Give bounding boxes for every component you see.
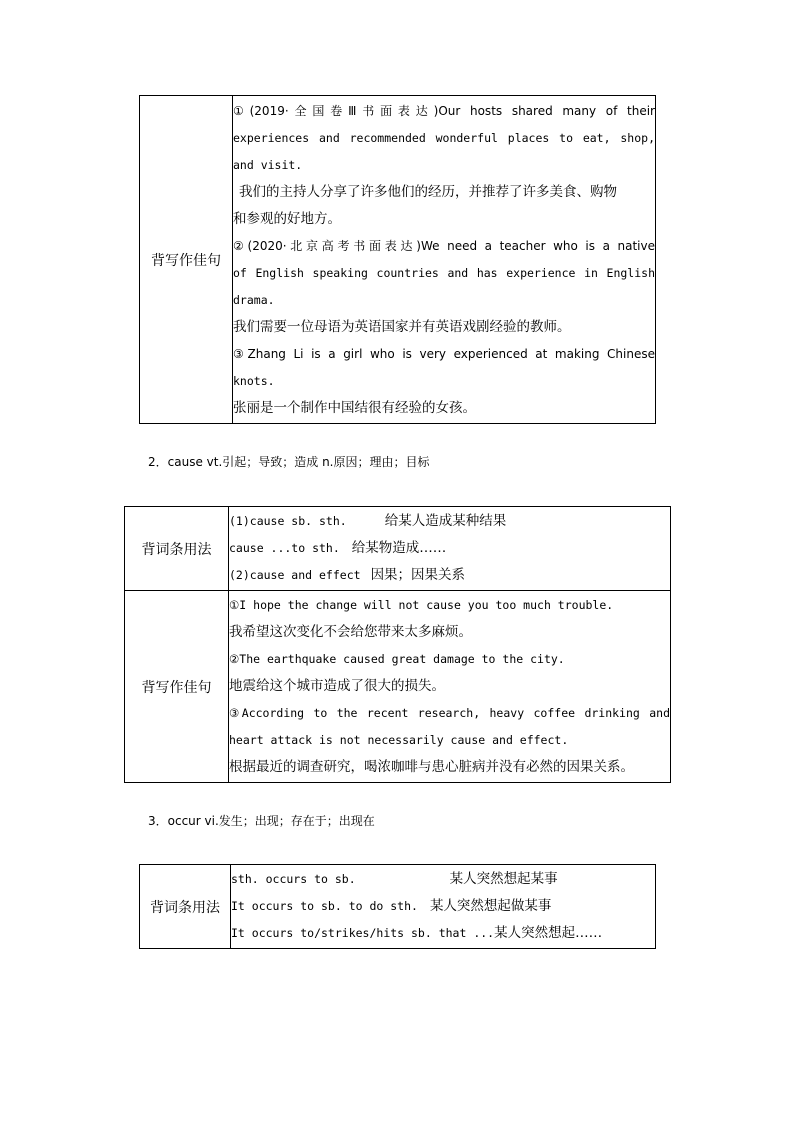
example-line: of English speaking countries and has experience in English — [233, 265, 655, 280]
example-translation: 张丽是一个制作中国结很有经验的女孩。 — [233, 399, 476, 416]
usage-line — [229, 535, 670, 562]
usage-line — [229, 508, 670, 535]
example-line: ②(2020·北京高考书面表达)We need a teacher who is a native — [233, 238, 655, 253]
usage-zh: 某人突然想起某事 — [449, 871, 558, 887]
example-line: ③According to the recent research, heavy coffee drinking and — [229, 706, 670, 720]
example-sentences — [229, 591, 671, 783]
vocab-table-cause — [124, 506, 671, 783]
usage-en: sth. occurs to sb. — [231, 872, 356, 886]
usage-zh: 给某人造成某种结果 — [384, 513, 507, 529]
vocab-heading-cause: 2．cause vt.引起；导致；造成 n.原因；理由；目标 — [148, 455, 430, 469]
usage-en: It occurs to/strikes/hits sb. that ... — [231, 926, 495, 940]
example-line: ①I hope the change will not cause you too much trouble. — [229, 598, 614, 612]
usage-list — [231, 865, 656, 949]
vocab-heading-occur: 3．occur vi.发生；出现；存在于；出现在 — [148, 814, 375, 828]
usage-list — [229, 507, 671, 591]
example-translation: 我们需要一位母语为英语国家并有英语戏剧经验的教师。 — [233, 318, 571, 335]
example-line: ①(2019·全国卷Ⅲ书面表达)Our hosts shared many of their — [233, 103, 655, 118]
usage-en: (2)cause and effect — [229, 568, 361, 582]
example-translation: 地震给这个城市造成了很大的损失。 — [229, 678, 445, 694]
usage-label: 背词条用法 — [125, 507, 229, 591]
example-translation: 我希望这次变化不会给您带来太多麻烦。 — [229, 624, 472, 640]
usage-zh: 某人突然想起做某事 — [429, 898, 552, 914]
example-translation: 根据最近的调查研究，喝浓咖啡与患心脏病并没有必然的因果关系。 — [229, 759, 634, 775]
usage-en: cause ...to sth. — [229, 541, 340, 555]
example-line: ③Zhang Li is a girl who is very experienced at making Chinese — [233, 346, 655, 361]
vocab-table-occur — [139, 864, 656, 949]
usage-label: 背词条用法 — [140, 865, 231, 949]
usage-line — [229, 562, 670, 589]
usage-line — [231, 866, 655, 893]
usage-zh: 给某物造成…… — [351, 540, 447, 556]
example-translation: 我们的主持人分享了许多他们的经历，并推荐了许多美食、购物 — [239, 183, 617, 200]
usage-zh: 某人突然想起…… — [494, 925, 603, 941]
examples-label: 背写作佳句 — [125, 591, 229, 783]
example-line: experiences and recommended wonderful places to eat, shop, — [233, 130, 655, 145]
usage-en: It occurs to sb. to do sth. — [231, 899, 418, 913]
example-line: drama. — [233, 292, 275, 307]
example-table-1 — [139, 95, 656, 424]
example-line: knots. — [233, 373, 275, 388]
example-line: heart attack is not necessarily cause and effect. — [229, 733, 569, 747]
example-line: and visit. — [233, 157, 303, 172]
usage-zh: 因果；因果关系 — [370, 567, 466, 583]
usage-line — [231, 893, 655, 920]
usage-en: (1)cause sb. sth. — [229, 514, 347, 528]
example-translation: 和参观的好地方。 — [233, 210, 341, 227]
example-line: ②The earthquake caused great damage to the city. — [229, 652, 565, 666]
example-sentences — [233, 96, 656, 424]
row-label: 背写作佳句 — [140, 96, 233, 424]
usage-line — [231, 920, 655, 947]
